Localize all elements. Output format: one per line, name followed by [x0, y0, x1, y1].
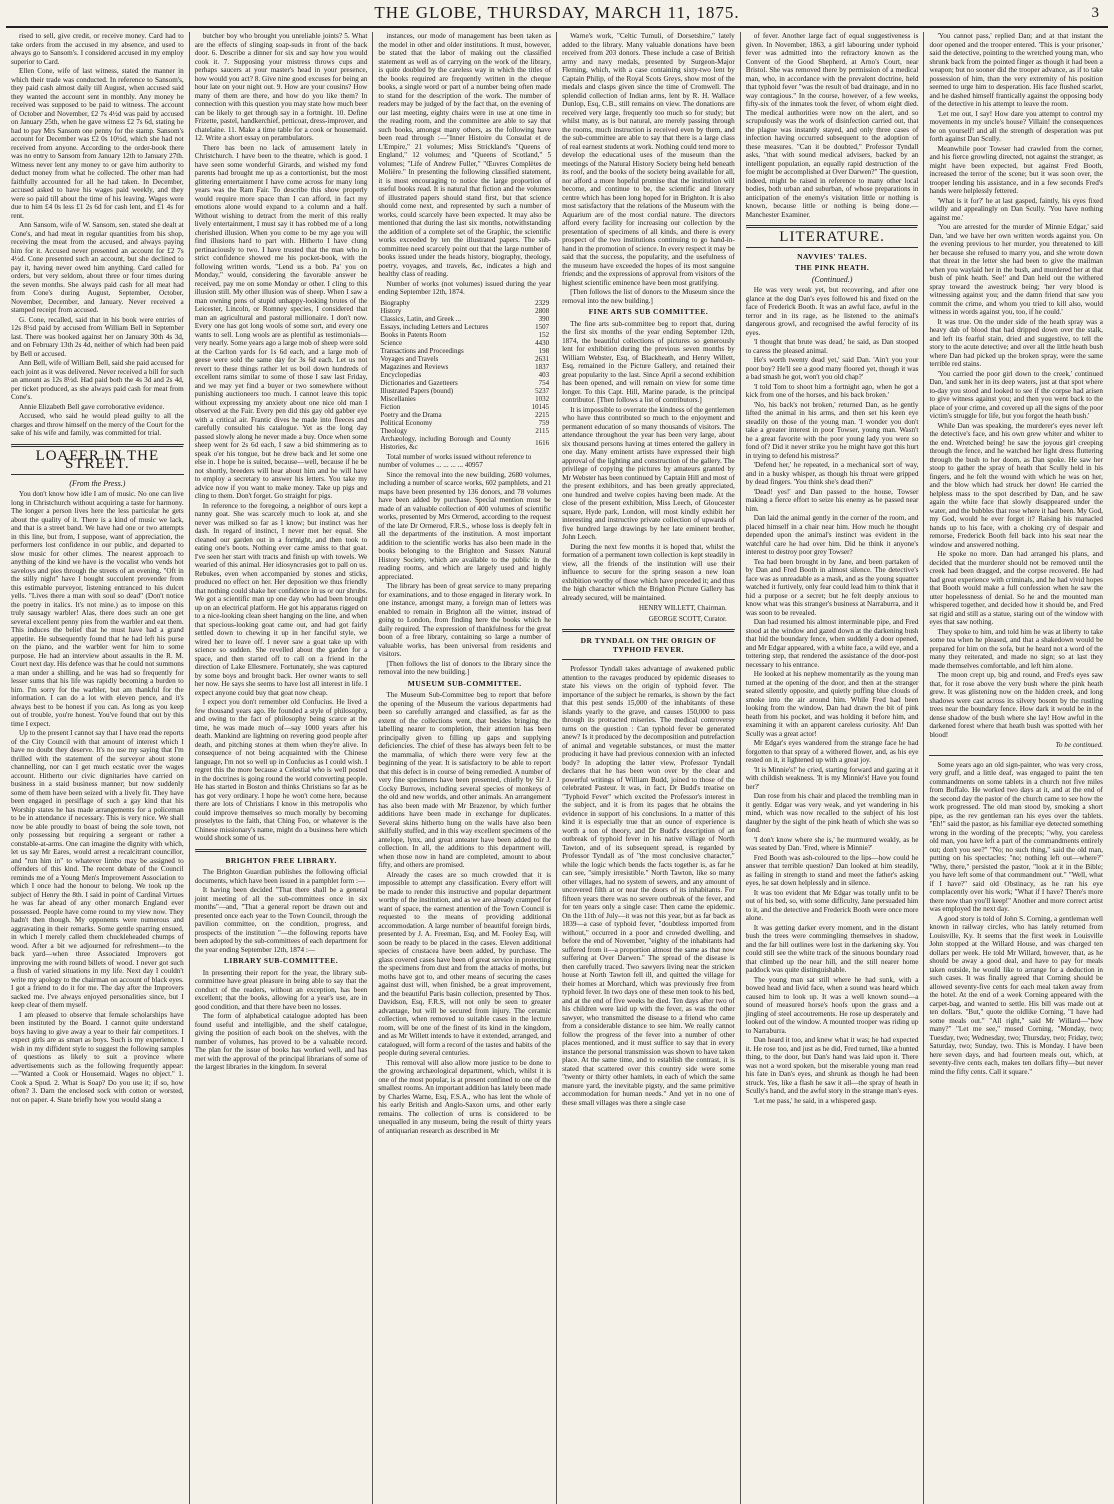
book-category: Political Economy — [380, 418, 433, 427]
book-category: Science — [380, 338, 403, 347]
paragraph: Up to the present I cannot say that I have read the reports of the City Council with that amount of interest which I have no doubt they deserve. It's no use my saying that I'm thrilled with the statement of the surveyor about stone channelling, nor can I get much ecstatic over the wages account. Hitherto our civic dignitaries have carried on business in a staid business manner; but now suddenly some of them have been seized with a lively fit. They have been engaged in persiflage of such a gay kind that his Worship states he has made arrangements for a policeman to be in attendance if necessary. This is very nice. We shall now be able proudly to boast of being the sole town, not only possessing but requiring a sergeant or rather a constable-at-arms. One can imagine the dignity with which, let us say Mr Eares, would arrest a recalcitrant councillor, and "run him in" to whatever limbo may be assigned to offenders of this kind. The recent debate of the Council reminds me of a Young Men's Improvement Association to which I once had the honour to belong. We took up the subject of Henry the 8th. I said in point of Cardinal Virtues he was far ahead of any other monarch England ever possessed. People have come round to my view now. They hadn't then though. My opponents were numerous and aggravating in their remarks. Some gentle sparring ensued, in which I merely called them chuckleheaded chumps of wood. After a bit we adjourned for refreshment—to the back yard—when three Associated Improvers got improving me with round billets of wood. I never got such a flush of varied situations in my life. Next day I couldn't write my apology to the chairman on account of black eyes. I got a friend to do it for me. The day after the Improvers sacked me. I've always enjoyed personalities since, but I keep clear of them myself. — [11, 729, 184, 1009]
divider — [562, 629, 735, 633]
loafer-title: LOAFER IN THE STREET. — [35, 447, 160, 472]
paragraph: It was getting darker every moment, and in the distant bush the trees were commingling themselves in shadow, and the far hill outlines were lost in the darkening sky. You could still see the white track of the sinuous boundary road that climbed up the near hill, and the still nearer home paddock was quite distinguishable. — [745, 923, 919, 974]
paragraph: of fever. Another large fact of equal suggestiveness is given. In November, 1863, a girl labouring under typhoid fever was admitted into the refractory known as the Convent of the Good Shepherd, at Arno's Court, near Bristol. She was removed there by permission of a medical man, who, in accordance with the prevalent doctrine, held that typhoid fever "was the result of bad drainage, and in no way contagious." In the course, however, of a few weeks, fifty-six of the inmates took the fever, of whom eight died. The medical authorities were now on the alert, and so scrupulously was the work of disinfection carried out, that the plague was instantly stayed, and only three cases of infection having occurred subsequent to the adoption of these measures. "Can it be doubted," Professor Tyndall asks, "that with sound medical advisers, backed by an intelligent population, an equally rapid destruction of the foe might be accomplished at Over Darwen?" The question, indeed, might be raised in reference to many other local bodies, both urban and suburban, of whose preparations in anticipation of the enemy's visitation little or nothing is known, because little or nothing is being done.—Manchester Examiner. — [745, 32, 919, 219]
paragraph: The form of alphabetical catalogue adopted has been found useful and intelligible, and the shelf catalogue, giving the position of each book on the shelves, with the number of volumes, has proved to be a valuable record. The plan for the issue of books has worked well, and has met with the approval of the principal librarians of some of the largest libraries in the kingdom. In several — [194, 1012, 368, 1071]
book-count: 2215 — [535, 410, 550, 419]
paragraph: Some years ago an old sign-painter, who was very cross, very gruff, and a little deaf, was engaged to paint the ten commandments on some tablets in a church not five miles from Buffalo. He worked two days at it, and at the end of the second day the pastor of the church came to see how the work progressed. The old man stood by, smoking a short pipe, as the rev gentleman ran his eyes over the tablets. "Eh!" said the pastor, as his familiar eye detected something wrong in the wording of the precepts; "why, you careless old man, you have left a part of the commandments entirely out; don't you see?" "No; no such thing," said the old man, putting on his spectacles; "no; nothing left out—where?" "Why, there," persisted the pastor, "look at it in the Bible; you have left some of that commandment out." "Well, what if I have?" said old Obstinacy, as he ran his eye complacently over his work; "What if I have? There's more there now than you'll keep!" Another and more correct artist was employed the next day. — [929, 760, 1103, 913]
paragraph: 'You carried the poor girl down to the creek,' continued Dan, 'and sunk her in its deep waters, just at that spot where to-day you stood and looked to see if the corpse had arisen to give witness against you; and then you went back to the place of your crime, and covered up all the signs of the poor victim's struggle for life, but you forgot the heath bush.' — [929, 369, 1103, 420]
paragraph: The fine arts sub-committee beg to report that, during the first six months of the year ending September 12th, 1874, the beautiful collections of pictures so generously lent for exhibition during the previous seven months by William Webster, Esq, of Blackheath, and Henry Willett, Esq, remained in the Picture Gallery, and retained their great popularity to the last. Since April a second exhibition has been opened, and will remain on view for some time longer. To this Capt. Hill, Marine parade, is the principal contributor. [Then follows a list of contributors.] — [562, 319, 735, 404]
table-row — [378, 363, 551, 371]
table-row — [378, 299, 551, 307]
signature-curator: GEORGE SCOTT, Curator. — [648, 614, 727, 623]
paragraph: Annie Elizabeth Bell gave corroborative evidence. — [19, 402, 165, 411]
paragraph: While Dan was speaking, the murderer's eyes never left the detective's face, and his own grew whiter and whiter to the end. Wretched being! he saw the joyous girl creeping through the fence, and he watched her light dress fluttering through the bush to her doom, as Dan spoke. He saw her stoop to gather the spray of heath that Scully held in his fingers, and he felt the wound with which he was on her, and the blow which had struck her down! He carried the helpless mass to the spot described by Dan, and he saw again the white face that slowly disappeared under the water, and the bubbles that rose where it had been. My God, my God, would he ever forget it? Raising his manacled hands up to his face, with a choking cry of despair and remorse, Frederick Booth fell back into his seat near the window and answered nothing. — [929, 421, 1103, 549]
museum-report-continued — [562, 32, 735, 305]
paragraph: 'It is Minnie's!' he cried, starting forward and gazing at it with childish weakness. 'It is my Minnie's! Have you found her?' — [745, 765, 919, 791]
paragraph: I am pleased to observe that female scholarships have been instituted by the Board. I cannot quite understand boys having to give away a year to their fair competitors. I expect girls are as smart as boys. Such is my experience. I wish in my diffident style to suggest the following samples of questions as likely to suit a province where advertisements such as the following frequently appear:—"Wanted a Cook or Housemaid. Wages no object." 1. Cook a Spud. 2. What is Soap? Do you use it; if so, how often? 3. Darn the enclosed sock with cotton or worsted, not on paper. 4. State briefly how you would slang a — [11, 1010, 184, 1104]
page-number: 3 — [1091, 5, 1100, 21]
table-row — [378, 435, 551, 451]
paragraph: Number of works (not volumes) issued during the year ending September 12th, 1874. — [378, 279, 552, 296]
paragraph: The library has been of great service to many preparing for examinations, and to those engaged in literary work. In one instance, amongst many, a foreign man of letters was enabled to remain in Brighton all the winter, instead of going to London, from finding here the books which he daily required. The expression of thankfulness for the great boon of a free library, containing so large a number of valuable works, has been universal from residents and visitors. — [378, 582, 552, 658]
paragraph: The Brighton Guardian publishes the following official documents, which have been issued in a pamphlet form :— — [194, 868, 368, 885]
book-count: 759 — [538, 418, 550, 427]
tyndall-continued — [746, 32, 919, 219]
book-count: 1837 — [535, 362, 550, 371]
paragraph: The moon crept up, big and round, and Fred's eyes saw that, for it rose above the very bush where the pink heath grew. It was glistening now on the hidden creek, and long shadows were cast across its silvery bosom by the rustling trees near the boundary fence. How dark it would be in the dense shadow of the bush where she lay! How awful in the darkened forest where that heath bush was spotted with her blood! — [929, 671, 1103, 739]
divider — [11, 444, 184, 448]
paragraph: A good story is told of John S. Corning, a gentleman well known in railway circles, who has lately returned from Louisville, Ky. It seems that the first week in Louisville John stopped at the Willard House, and was charged ten dollars per week. He told Mr Willard, however, that, as he should be away a good deal, and have to pay for meals taken outside, he would like to arrange for a deduction in such cases. It was finally agreed that Corning should be allowed seventy-five cents for each meal taken away from the hotel. At the end of a week Corning appeared with the carpet-bag, and wanted to settle. His bill was made out at ten dollars. "But," quote the oldlike Corning, "I have had some meals out." "All right," said Mr Willard—"how many?" "Let me see," mused Corning, "Monday, two; Tuesday, two; Wednesday, two; Thursday, two; Friday, two; Saturday, two; Sunday, two. This is Monday. I have been here seven days, and had fourteen meals out, which, at seventy-five cents each, makes ten dollars fifty—but never mind the fifty cents. Call it square." — [929, 914, 1103, 1076]
book-count: 10145 — [531, 402, 550, 411]
book-category: Theology — [380, 426, 408, 435]
divider — [11, 474, 184, 475]
book-count: 1507 — [535, 322, 550, 331]
paragraph: The young man sat still where he had sunk, with a bowed head and livid face, when a sound was heard which caused him to look up. It was a well known sound—a sound of measured horse's hoofs upon the grass and a jingling of steel accoutrements. He rose up desperately and looked out of the window. A mounted trooper was riding up to Narraburra. — [745, 975, 919, 1035]
paragraph: [Then follows the list of donors to the Museum since the removal into the new building.] — [562, 288, 735, 305]
paragraph: You don't know how idle I am of music. No one can live long in Christchurch without acquiring a taste for harmony. The longer a person lives here the less particular he gets about the quality of it. There is a kind of music we lack, and that is a street band. We have had one or two attempts in this line, but from, I suppose, want of appreciation, the performers lost confidence in our public, and departed to slow music for other climes. The nearest approach to anything of the kind we have is the vocalist who vends hot saveloys and pies through the streets of an evening. "Oft in the stilly night" have I bought succulent provender from this estimable purveyor, listening entranced to his dulcet yells. "Lives there a man with soul so dead" (Don't notice the poetry in italics. It's not mine.) as to impose on this truly sausagy warbler! Alas, there does such an one get several excellent penny pies from the warbler and eat them. This induces the belief that he must have had a grand appetite. He subsequently found that he had left his purse on the piano, and the warbler went for him to some purpose. He had an interview about assaults in the R. M. Court next day. His defence was that he could not summons a man under a shilling, and he was had so frequently for lesser sums that his life was rapidly becoming a burden to him. I'm sorry for the warbler, but am thankful for the information. I can do a lot with eleven pence, and it's always best to be honest if you can. As long as you keep out of trouble, you're honest. You've found that out by this time I expect. — [11, 490, 184, 728]
paragraph: This removal will also allow more justice to be done to the growing archæological department, which, whilst it is one of the most popular, is at present confined to one of the smallest rooms. An important addition has lately been made by Charles Warne, Esq, F.S.A., who has lent the whole of his early British and Anglo-Saxon urns, and other early remains. The collection of urns is considered to be unequalled in any museum, being the result of thirty years of antiquarian research as described in Mr — [378, 1058, 552, 1135]
table-row — [378, 307, 551, 315]
paragraph: He's worth twenty dead yet,' said Dan. 'Ain't you your poor boy? He'll see a good many floored yet, though it was a bad smash he got, won't you old chap?' — [745, 356, 919, 381]
table-row — [378, 339, 551, 347]
book-category: Voyages and Travels — [380, 354, 439, 363]
paragraph: It was true. On the under side of the heath spray was a heavy dab of blood that had dripped down over the stalk, and left its fearful stain, dried and suggestive, to tell the story to the acute detective; and over all the little heath bush where Dan had picked up the broken spray, were the same terrible red stains. — [929, 317, 1103, 368]
book-category: Classics, Latin, and Greek ... — [380, 314, 462, 323]
table-row — [378, 315, 551, 323]
book-category: Archæology, including Borough and County Histories, &c — [380, 434, 512, 451]
column-2 — [190, 32, 374, 1504]
paragraph: Accused, who said he would plead guilty to all the charges and throw himself on the mercy of the Court for the sake of his wife and family, was committed for trial. — [11, 412, 184, 437]
paragraph: 'No, his back's not broken,' returned Dan, as he gently lifted the animal in his arms, and then set his keen eye steadily on those of the young man. 'I wonder you don't take a greater interest in poor Towser, young man. Wasn't he a great favorite with the poor young lady you were so fond of? Did it never strike you he might have got this hurt in trying to defend his mistress?' — [745, 400, 919, 460]
paragraph: Dan heard it too, and knew what it was; he had expected it. He rose too, and just as he did, Fred turned, like a hunted thing, to the door, but Dan's hand was laid upon it. There was not a word spoken, but the miserable young man read his fate in Dan's eyes, and shrunk as though he had been struck. Yes, like a flash he saw it all—the spray of heath in Scully's hand, and the awful story in the strange man's eyes. — [745, 1036, 919, 1095]
paragraph: It having been decided "That there shall be a general joint meeting of all the sub-committees once in six months"—and, "That a general report be drawn out and presented once each year to the Town Council, through the pavilion committee, on the condition, progress, and prospects of the institution "—the following reports have been adopted by the sub-committees of each department for the year ending September 12th, 1874 :— — [194, 886, 368, 954]
columns — [6, 28, 1108, 1504]
paragraph: In presenting their report for the year, the library sub-committee have great pleasure in being able to say that the conduct of the readers, without an exception, has been excellent; that the books, allowing for a year's use, are in good condition, and that there have been no losses. — [194, 968, 368, 1011]
navvies-title: NAVVIES' TALES. — [797, 251, 868, 261]
divider — [929, 755, 1103, 756]
tyndall-article — [562, 665, 735, 1107]
court-report — [11, 32, 184, 438]
book-count: 5237 — [535, 386, 550, 395]
paragraph: Dan had resumed his almost interminable pipe, and Fred stood at the window and gazed down at the darkening bush that hid the boundary fence, when suddenly a door opened, and Mr Edgar appeared, with a white face, a wild eye, and a tottering step, that rendered the assistance of the door-post necessary to his entrance. — [745, 618, 919, 669]
paragraph: Mr Edgar's eyes wandered from the strange face he had forgotten to that spray of a withered flower, and, as his eye rested on it, it lightened up with a great joy. — [745, 739, 919, 764]
book-count: 754 — [538, 378, 550, 387]
paragraph: He spoke no more. Dan had arranged his plans, and decided that the murderer should not be removed until the creek had been dragged, and the corpse recovered. He had had great experience with criminals, and he had vivid hopes that Booth would make a full confession when he saw the utter hopelessness of denial. So he and the mounted man whispered together, and decided how it should be, and Fred sat rigid and still as a statue, staring out of the window with eyes that saw nothing. — [929, 550, 1103, 626]
divider — [746, 247, 919, 248]
divider — [562, 659, 735, 660]
to-be-continued: To be continued. — [1055, 741, 1103, 749]
column-6 — [924, 32, 1108, 1504]
literature-title: LITERATURE. — [779, 229, 885, 245]
paragraph: instances, our mode of management has been taken as the model in other and older institutions. It must, however, be stated that the labor of making out the classified statement as well as of carrying on the work of the library, is quite doubled by the careless way in which the titles of the books required are frequently written in the cheque books, a single word or part of a number being often made to stand for the description of the work. The number of readers may be judged of by the fact that, on the evening of our last meeting, eighty chairs were in use at one time in the reading room, and the committee are able to say that such books, amongst many others, as the following have been read through :—"Inner Histoire du Consulat et de L'Empire," 21 volumes; Miss Strickland's "Queens of England," 12 volumes; and "Queens of Scotland," 5 volumes; "Life of Andrew Fuller," "Œuvres Complètes de Molière." In presenting the following classified statement, it is most encouraging to notice the large proportion of useful books read. It is natural that fiction and the volumes of illustrated papers should stand first, but that science should come next, and represented by such a number of works, could scarcely have been expected. It may also be mentioned that during the last six months, notwithstanding the addition of a complete set of the Graphic, the scientific works exceeded by ten the illustrated papers. The sub-committee need scarcely point out that the large number of books issued under the heads history, biography, theology, poetry, voyages, and travels, &c, indicates a high and healthy class of reading. — [378, 32, 552, 278]
paragraph: The Museum Sub-Committee beg to report that before the opening of the Museum the various departments had been so carefully arranged and classified, as far as the extent of the collections went, that besides bringing the labelling nearer to completion, their attention has been principally given to filling up gaps and supplying deficiencies. The chief of these has always been felt to be the mammalia, of which there were very few at the beginning of the year. It is satisfactory to be able to report that this defect is in course of being remedied. A number of very fine specimens have been presented, chiefly by Sir J. Cocky Burrows, including several species of monkeys of the old and new worlds, and other animals. An arrangement has also been made with Mr Brazenor, by which further additions have been made in exchange for duplicates. Several skins hitherto hung on the walls have also been skilfully stuffed, and in this way excellent specimens of the antelope, lynx, and great anteater have been added to the collection. In all, the additions to this department will, when those now in hand are completed, amount to about fifty, and others are promised. — [378, 691, 552, 869]
tyndall-title: DR TYNDALL ON THE ORIGIN OF TYPHOID FEVER. — [580, 636, 717, 654]
library-title: BRIGHTON FREE LIBRARY. — [225, 855, 337, 865]
paragraph: Dan laid the animal gently in the corner of the room, and placed himself in a chair near him. How much he thought depended upon the animal's instinct was evident in the watchful care he had over him. Did he think it anyone's interest to destroy poor grey Towser? — [745, 514, 919, 556]
table-row — [378, 403, 551, 411]
paragraph: Warne's work, "Celtic Tumuli, of Dorsetshire," lately added to the library. Many valuable donations have been received from 203 donors. These include a case of British army and navy medals, presented by Surgeon-Major Fleming, which, with a case containing sixty-two lent by Captain Philip, of the Royal Scots Greys, show most of the medals and clasps given since the time of Cromwell. The splendid collection of Indian arms, lent by R. H. Wallace Dunlop, Esq, C.B., still remains on view. The donations are received very large, frequently too much so for study; but whilst many, as is but natural, are merely passing through the rooms, much instruction is received even by them, and the sub-committee are able to say that there is a large class of real earnest students at work. Nothing could tend more to develop the educational uses of the museum than the meetings of the Natural History Society being held beneath its roof, and the books of the society being available for all, nor afford a more hopeful promise that the institution will become, and continue to be, the scientific and literary centre which has been long hoped for in Brighton. It is also most satisfactory that the relations of the Museum with the Aquarium are of the most cordial nature. The directors afford every facility for increasing our collection by the presentation of specimens of all kinds, and there is every prospect of the two institutions continuing to go hand-in-hand in the promotion of science. In every respect it may be said that the success, the popularity, and the usefulness of the museum have exceeded the hopes of its most sanguine friends; and the expressions of approval from visitors of the highest scientific eminence have been most gratifying. — [562, 32, 735, 287]
loafer-source: (From the Press.) — [69, 478, 126, 488]
column-5 — [741, 32, 925, 1504]
book-category: Miscellanies — [380, 394, 416, 403]
signature-chairman: HENRY WILLETT, Chairman. — [639, 604, 727, 612]
book-category: Books in Patents Room — [380, 330, 447, 339]
column-4 — [557, 32, 741, 1504]
library-intro — [195, 868, 368, 954]
book-count: 2329 — [535, 298, 550, 307]
book-count: 198 — [538, 346, 550, 355]
fine-arts-title: FINE ARTS SUB COMMITTEE. — [588, 307, 709, 316]
paragraph: Professor Tyndall takes advantage of awakened public attention to the ravages produced by epidemic diseases to state his views on the origin of typhoid fever. The importance of the subject he remarks, is shown by the fact that this pest sends 15,000 of the inhabitants of these islands yearly to the grave, and causes 150,000 to pass through its protracted miseries. The medical controversy turns on the question : Can typhoid fever be generated anew? Is it produced by the decomposition and putrefaction of animal and vegetable substances, or must the matter producing it have had previous connexion with an infected body? In adopting the latter view, Professor Tyndall declares that he has been won over by the clear and powerful writings of William Budd, joined to those of the celebrated Pasteur. It was, in fact, Dr Budd's treatise on "Typhoid Fever" which excited the Professor's interest in the subject, and it is from its pages that he obtains the evidence in support of his conclusions. In a matter of this kind it is especially true that an ounce of experience is worth a ton of theory, and Dr Budd's description of an outbreak of typhoid fever in his native village of North Tawton, and of its subsequent spread, is regarded by Professor Tyndall as of "the most conclusive character," while the logic which bends the facts together is, as far he can see, "simply irresistible." North Tawton, like so many other villages, had no system of sewers, and any amount of uncovered filth at or near the doors of its inhabitants. For fifteen years there was no severe outbreak of the fever, and for ten years only a single case: Then came the epidemic. On the 11th of July—it was not this year, but as far back as 1839—a case of typhoid fever, "doubtless imported from without," occurred in a poor and crowded dwelling, and before the end of November, "eighty of the inhabitants had suffered from it—a proportion almost the same as that now suffering at Over Darwen." The spread of the disease is then carefully traced. Two sawyers living near the stricken house at North Tawton fell ill, and quitted the village for their homes at Morchard, which was previously free from typhoid fever. In two days one of these men took to his bed, and at the end of five weeks he died. Ten days after two of his children were laid up with the fever, as was the other sawyer, who transmitted the disease to a friend who came from a considerable distance to see him. We really cannot follow the progress of the fever into a number of other places mentioned, and it must suffice to say that in every instance the personal transmission was shown to have taken place. At the same time, and to establish the contrast, it is stated that scattered over this country side were some "twenty or thirty other hamlets, in each of which the same manure yard, the inevitable pigsty, and the same primitive accommodation for human needs." And yet in no one of these small villages was there a single case — [562, 665, 735, 1107]
paragraph: In reference to the foregoing, a neighbor of ours kept a nanny goat. She was scarcely much to look at, and she never was milked so far as I know; but instinct was her dash. In regard of instinct, I never met her equal. She cleaned our garden out in a fortnight, and then took to eating one's boots. Nothing ever came amiss to that goat. I've seen her start with tracts and finish up with towels. We wearied of this animal. Her idiosyncrasies got to pall on us. Rebukes, even when accompanied by stones and sticks, produced no effect on her. Her deposition we thus friendly that nothing could shake her confidence in us or our shrubs. We got a scientific man up one day who had been brought up on an electrical platform. He got his apparatus rigged on to a nice-looking clean sheet hanging on the line, and when that specious-looking goat came out, and had got fairly settled down to chewing it up in her fanciful style, we wired her to leave off. I never saw a goat take up with science so sudden. She revelled about the garden for a space, and then started off to call on a friend in the direction of Lake Ellesmere. Fortunately, she was captured by some boys and brought back. Her owner wants to sell her now. He says she seems to have lost all interest in life. I expect anyone could buy that goat now cheap. — [194, 501, 368, 697]
story-text — [746, 286, 919, 1105]
miscellany — [929, 761, 1103, 1077]
paragraph: [Then follows the list of donors to the library since the removal into the new building.] — [378, 659, 552, 676]
divider — [195, 849, 368, 853]
paragraph: 'Let me pass,' he said, in a whispered gasp. — [753, 1096, 877, 1105]
book-category: Essays, including Letters and Lectures — [380, 322, 489, 331]
paragraph: 'I don't know where she is,' he murmured weakly, as he was seated by Dan. 'Fred, where is Minnie?' — [745, 835, 919, 852]
fine-arts-report — [562, 320, 735, 603]
paragraph: Ann Bell, wife of William Bell, said she paid accused for each joint as it was delivered. Never received a bill for such an amount as 12s 8½d. Had paid both the 4s 3d and 2s 4d, per ticket produced, as she always paid cash for meat from Cone's. — [11, 359, 184, 401]
table-row — [378, 371, 551, 379]
table-row — [378, 379, 551, 387]
paragraph: Meanwhile poor Towser had crawled from the corner, and his fierce growling directed, not against the stranger, as might have been expected, but against Fred Booth, increased the terror of the scene; but it was soon over, the trooper lending his assistance, and in a few seconds Fred's hands were helplessly fettered. — [929, 144, 1103, 195]
table-row — [378, 395, 551, 403]
book-category: Dictionaries and Gazetteers — [380, 378, 458, 387]
table-row — [378, 387, 551, 395]
paragraph: I expect you don't remember old Confucius. He lived a few thousand years ago. He founded a style of philosophy, and owing to the fact of philosophy being scarce at the time, he was made much of—say 1000 years after his death. Mankind are lightning on revering good people after death, and pitching stones at them when they're alive. In consequence of not being acquainted with the Chinese language, I'm not so well up in Confucius as I could wish. I regret this the more because a Celestial who is well posted in the doctrines is going round the world converting people. He has started in Boston and thinks Christians so far as he has got very ordinary. I hope he won't come here, because there are lots of Christians I know in this metropolis who could improve themselves so much morally by becoming proselytes to the faith, that Ching Foo, or whatever is the Chinese missionary's name, might do a business here which would shock some of us. — [194, 698, 368, 842]
loafer-continued — [195, 32, 368, 843]
paragraph: Tea had been brought in by Jane, and been partaken of by Dan and Fred Booth in almost silence. The detective's face was as unreadable as a mask, and as the young squatter watched it furtively, only fear could lead him to think that it hid a purpose or a secret; but he felt deeply anxious to know what was this stranger's business at Narraburra, and it was soon to be revealed. — [745, 557, 919, 617]
museum-title: MUSEUM SUB-COMMITTEE. — [407, 678, 522, 688]
paragraph: During the next few months it is hoped that, whilst the formation of a permanent town collection is kept steadily in view, all the friends of the institution will use their influence to secure for the spring season a new loan exhibition worthy of those which have preceded it; and thus the high character which the Brighton Picture Gallery has already secured, will be maintained. — [562, 542, 735, 602]
table-row — [378, 347, 551, 355]
paragraph: 'Defend her,' he repeated, in a mechanical sort of way, and in a husky whisper, as though his throat were gripped by dead fingers. 'You think she's dead then?' — [745, 461, 919, 486]
library-report-continued — [378, 32, 551, 297]
paragraph: Ann Sansom, wife of W. Sansom, sen. stated she dealt at Cone's, and had meat in regular quantities from his shop, receiving the meat from the accused, and always paying him for it. Accused never presented an account for £2 7s 4½d. Cone presented such an account, but she declined to pay it, having never owed him anything. Card called for orders, but very seldom, about three or four times during the seven months. She always paid cash for all meat had from Cone's during August, September, October, November, December, and January. Never received a stamped receipt from accused. — [11, 221, 184, 314]
book-count: 403 — [538, 370, 550, 379]
paragraph: 'I thought that brute was dead,' he said, as Dan stooped to caress the pleased animal. — [745, 338, 919, 355]
pink-heath-title: THE PINK HEATH. — [794, 263, 870, 272]
book-category: Magazines and Reviews — [380, 362, 449, 371]
books-table — [378, 299, 551, 451]
book-count: 2115 — [535, 426, 550, 435]
book-count: 390 — [538, 314, 550, 323]
paragraph: Fred Booth was ash-coloured to the lips—how could he answer that terrible question? Dan looked at him steadily, as failing in strength to stand and meet the father's asking eyes, he sat down helplessly and in silence. — [745, 853, 919, 887]
table-row — [378, 323, 551, 331]
paragraph: He was very weak yet, but recovering, and after one glance at the dog Dan's eyes followed his and fixed on the face of Frederick Booth. It was an awful face, awful in the terror and in its rage, as he listened to the animal's dangerous growl, and recognised the awful ferocity of its eyes. — [745, 286, 919, 337]
column-1 — [6, 32, 190, 1504]
loafer-article — [11, 490, 184, 1104]
paragraph: 'You are arrested for the murder of Minnie Edgar,' said Dan, 'and we have her own written words against you. On the evening previous to her murder, you threatened to kill her because she refused to marry you, and she wrote down that threat in the letter she had been to give the mailman when you waylaid her in the bush, and murdered her at that bush of pink heath. See!' and Dan held out the withered spray toward the awestruck being; 'her very blood is witnessing against you; and the damn friend that saw you commit the crime, and whom you tried to kill also, would witness in words against you, too, if he could.' — [929, 223, 1103, 316]
book-category: Fiction — [380, 402, 401, 411]
book-count: 1032 — [535, 394, 550, 403]
paragraph: rised to sell, give credit, or receive money. Card had to take orders from the accused in my absence, and used to always go to Sansom's. I considered accused in my employ superior to Card. — [11, 32, 184, 66]
book-count: 1616 — [535, 438, 550, 447]
paragraph: They spoke to him, and told him he was at liberty to take some tea when he pleased, and that a shakedown would be prepared for him on the sofa, but he heard not a word of the many they reiterated, and made no sign; so at last they made themselves comfortable, and left him alone. — [929, 627, 1103, 670]
paragraph: 'Let me out, I say! How dare you attempt to control my movements in my uncle's house? Villain! the consequences be on yourself! and all the strength of desperation was put forth against Dan Scully. — [929, 109, 1103, 143]
book-count: 2631 — [535, 354, 550, 363]
table-row — [378, 427, 551, 435]
paragraph: 'Dead! yes!' and Dan passed to the house, Towser making a fierce effort to seize his enemy as he passed near him. — [745, 487, 919, 513]
books-total: Total number of works issued without reference to number of volumes ... ... ... ... 40957 — [378, 452, 532, 469]
paragraph: There has been no lack of amusement lately in Christchurch. I have been to the theatre, which is good. I have seen some wonderful Girards, and wished my fond parents had brought me up as a contortionist, but the most glittering entertainment I have come across for many long years was the Ram Fair. To describe this show properly would require more space than I can afford, in fact my emotions alone would expand to a column and a half. Without wishing to detract from the merit of this really lively entertainment, I must say it has robbed me of a long cherished illusion. When you come to be my age you will find illusions hard to part with. Hitherto I have clung pertinaciously to two. I have trusted that the man who in strict confidence showed me his pocket-book, with the following written words, "Lend us a bob. Pa' you on Monday," would, considering the favorable answer he received, pay me on some Monday or other. I cling to this illusion still. My other illusion was of sheep. When I saw a man owning pens of stupid unhappy-looking brutes of the Leicester, Lincoln, or Romney species, I considered that man an agricultural and pastoral millionaire. I don't now. Every one has got long wools of some sort, and every one wants to sell. Long wools are as plentiful as testimonials—very nearly. Some years ago a large mob of sheep were sold at the Carlton yards for 1s 6d each, and a large mob of geese were sold the same day for 3s 6d each. Let us not revert to these things rather let us boil down hundreds of excellent rams similar to some of those I saw last Friday, and we may yet find a buyer or two somewhere without punishing auctioneers too much. I cannot leave this topic without expressing my anxiety about one nice old man I observed at the Fair. Every pen did this gay old gabber eye with a critical air. Frantic dives he made into fleeces and carefully consulted his catalogue. Yet as the long day passed slowly along he never made a buy. Once when some sheep went for 2s 6d each, I saw a bid shimmering as to speak o'er his tongue, but he drew back and let some one else in. I hope he is suited, because—well, because if he be not shortly, breeders will hear about him and he will have to employ a secretary to answer his letters. You take my advice now if you want to make money. Take up pigs and cling to them. Don't forget. Go straight for pigs. — [194, 143, 368, 500]
paragraph: Since the removal into the new building, 2680 volumes, including a number of scarce works, 602 pamphlets, and 21 maps have been presented by 136 donors, and 78 volumes have been added by purchase. Special mention must be made of an valuable collection of 400 volumes of scientific works, presented by Mrs Ormerod, according to the request of the late Dr Ormerod, F.R.S., whose loss is deeply felt in all the departments of the institution. A most important addition to the scientific works has also been made in the books belonging to the Brighton and Sussex Natural History Society, which are available to the public in the reading rooms, and which are largely used and highly appreciated. — [378, 470, 552, 581]
paragraph: 'I told Tom to shoot him a fortnight ago, when he got a kick from one of the horses, and his back broken.' — [745, 382, 919, 399]
library-donations — [378, 471, 551, 677]
story-continued — [929, 32, 1103, 739]
paragraph: butcher boy who brought you unreliable joints? 5. What are the effects of slinging soap-suds in front of the back door. 6. Describe a dinner for six and say how you would cook it. 7. Supposing your mistress throws cups and perhaps saucers at your master's head in your presence, how would you act? 8. Give nine good excuses for being an hour late on your night out. 9. How are your cousins? How many of them are there, and how do you like them? In connection with this question you may state how much beer can be likely to get through say in a fortnight. 10. Define Frizette, pastel, handkerchief, petticoat, dress-improver, and chatelaine. 11. Make a time table for a cook or housemaid. 12. Write a short essay on perambulators. — [194, 32, 368, 142]
masthead-title: THE GLOBE, THURSDAY, MARCH 11, 1875. — [374, 3, 740, 22]
paragraph: He looked at his nephew momentarily as the young man turned at the opening of the door, and then at the stranger seated silently opposite, and quietly puffing blue clouds of smoke into the air around him. While Fred had been looking from the window, Dan had drawn the bit of pink heath from his pocket, and was holding it before him, and examining it with an apparent careless curiosity. Ah! Dan Scully was a great actor! — [745, 670, 919, 738]
book-count: 152 — [538, 330, 550, 339]
paragraph: It was too evident that Mr Edgar was totally unfit to be out of his bed, so, with some difficulty, Jane persuaded him to it, and the detective and Frederick Booth were once more alone. — [745, 888, 919, 922]
table-row — [378, 411, 551, 419]
paragraph: It is impossible to overrate the kindness of the gentlemen who have thus contributed so much to the enjoyment and permanent education of so many thousands of visitors. The attendance throughout the year has been very large, about six thousand persons having at times entered the gallery in one day. Many eminent artists have expressed their high approval of the lighting and construction of the gallery. The privilege of copying the pictures by amateurs granted by Mr Webster has been continued by Captain Hill and most of the present exhibitors, and has been greatly appreciated, one hundred and twelve copies having been made. At the close of the present exhibition, Miss Leech, of Gloucester square, Hyde park, London, will most kindly exhibit her interesting and instructive private collection of upwards of five hundred large drawings by her late eminent brother, John Leech. — [562, 405, 735, 541]
book-category: History — [380, 306, 402, 315]
museum-report — [378, 691, 551, 1135]
library-sub-title: LIBRARY SUB-COMMITTEE. — [223, 956, 339, 965]
table-row — [378, 331, 551, 339]
column-3 — [373, 32, 557, 1504]
table-row — [378, 419, 551, 427]
paragraph: 'You cannot pass,' replied Dan; and at that instant the door opened and the trooper entered. 'This is your prisoner,' said the detective, pointing to the wretched young man, who shrunk back from the pointed finger as though it had been a weapon; but no sooner did the trooper advance, as if to take possession of him, than the very extremity of his position seemed to urge him to desperation. His face flushed scarlet, and he dashed himself frantically against the opposing body of the detective in his attempt to leave the room. — [929, 32, 1103, 108]
paragraph: Already the cases are so much crowded that it is impossible to attempt any classification. Every effort will be made to render this instructive and popular department worthy of the institution, and as we are already cramped for want of space, the earnest attention of the Town Council is requested to the means of providing additional accommodation. A large number of beautiful foreign birds, presented by J. A. Freeman, Esq, and M. Fooley Esq, will soon be ready to be placed in the cases. Eleven additional species of crustacea have been added, by purchase. The glass covered cases have been of great service in protecting the specimens from dust and from the attacks of moths, but moths have got to, and other means of securing the cases against dust will, when finished, be a great improvement, and the beautiful Paris basin collection, presented by Thos. Davidson, Esq, F.R.S, will not only be seen to greater advantage, but will be secured from injury. The ceramic collection, when removed to suitable cases in the lecture room, will be one of the finest of its kind in the kingdom, and as Mr Willett intends to have it extended, arranged, and catalogued, will form a record of the tastes and habits of the people during several centuries. — [378, 870, 552, 1057]
table-row — [378, 355, 551, 363]
paragraph: G. Cone, recalled, said that in his book were entries of 12s 8½d paid by accused from William Bell in September last. There was booked against her on January 30th 4s 3d, and on February 13th 2s 4d, neither of which had been paid by Bell or accused. — [11, 315, 184, 358]
continued-note: (Continued.) — [811, 274, 853, 284]
paragraph: 'What is it for?' he at last gasped, faintly, his eyes fixed wildly and appealingly on Dan Scully. 'You have nothing against me.' — [929, 196, 1103, 222]
book-count: 2808 — [535, 306, 550, 315]
book-category: Encyclopedias — [380, 370, 422, 379]
masthead — [6, 0, 1108, 28]
paragraph: Ellen Cone, wife of last witness, stated the manner in which their trade was conducted. In reference to Sansom's, they paid cash almost daily till August, when accused said they wanted the account sent in monthly. Any money he received was supposed to be paid to witness. The account of October and November, £2 7s 4½d was paid by accused on January 25th, when he gave witness £2 7s 6d, stating he had to pay Mrs Sansom one penny for the stamp. Sansom's account for December was £2 0s 10½d, which she had not received from anyone. According to the order-book there was no entry to Sansom from January 12th to January 27th. Witness never lent any money to or gave him authority to deduct money from what he collected. The other man had faithfully accounted for all he had taken. In December, accused asked to have his wages paid weekly, and they were so paid till about the time of his leaving. Wages were due to him £4 0s less £1 2s 6d for cash lent, and £1 4s for rent. — [11, 67, 184, 220]
book-count: 4430 — [535, 338, 550, 347]
library-report — [195, 969, 368, 1072]
book-category: Illustrated Papers (bound) — [380, 386, 454, 395]
book-category: Poetry and the Drama — [380, 410, 442, 419]
book-category: Biography — [380, 298, 410, 307]
paragraph: Dan rose from his chair and placed the trembling man in it gently. Edgar was very weak, and yet wandering in his mind, which was now recalled to the subject of his lost daughter by the sight of the pink heath of which she was so fond. — [745, 792, 919, 834]
book-category: Transactions and Proceedings — [380, 346, 464, 355]
